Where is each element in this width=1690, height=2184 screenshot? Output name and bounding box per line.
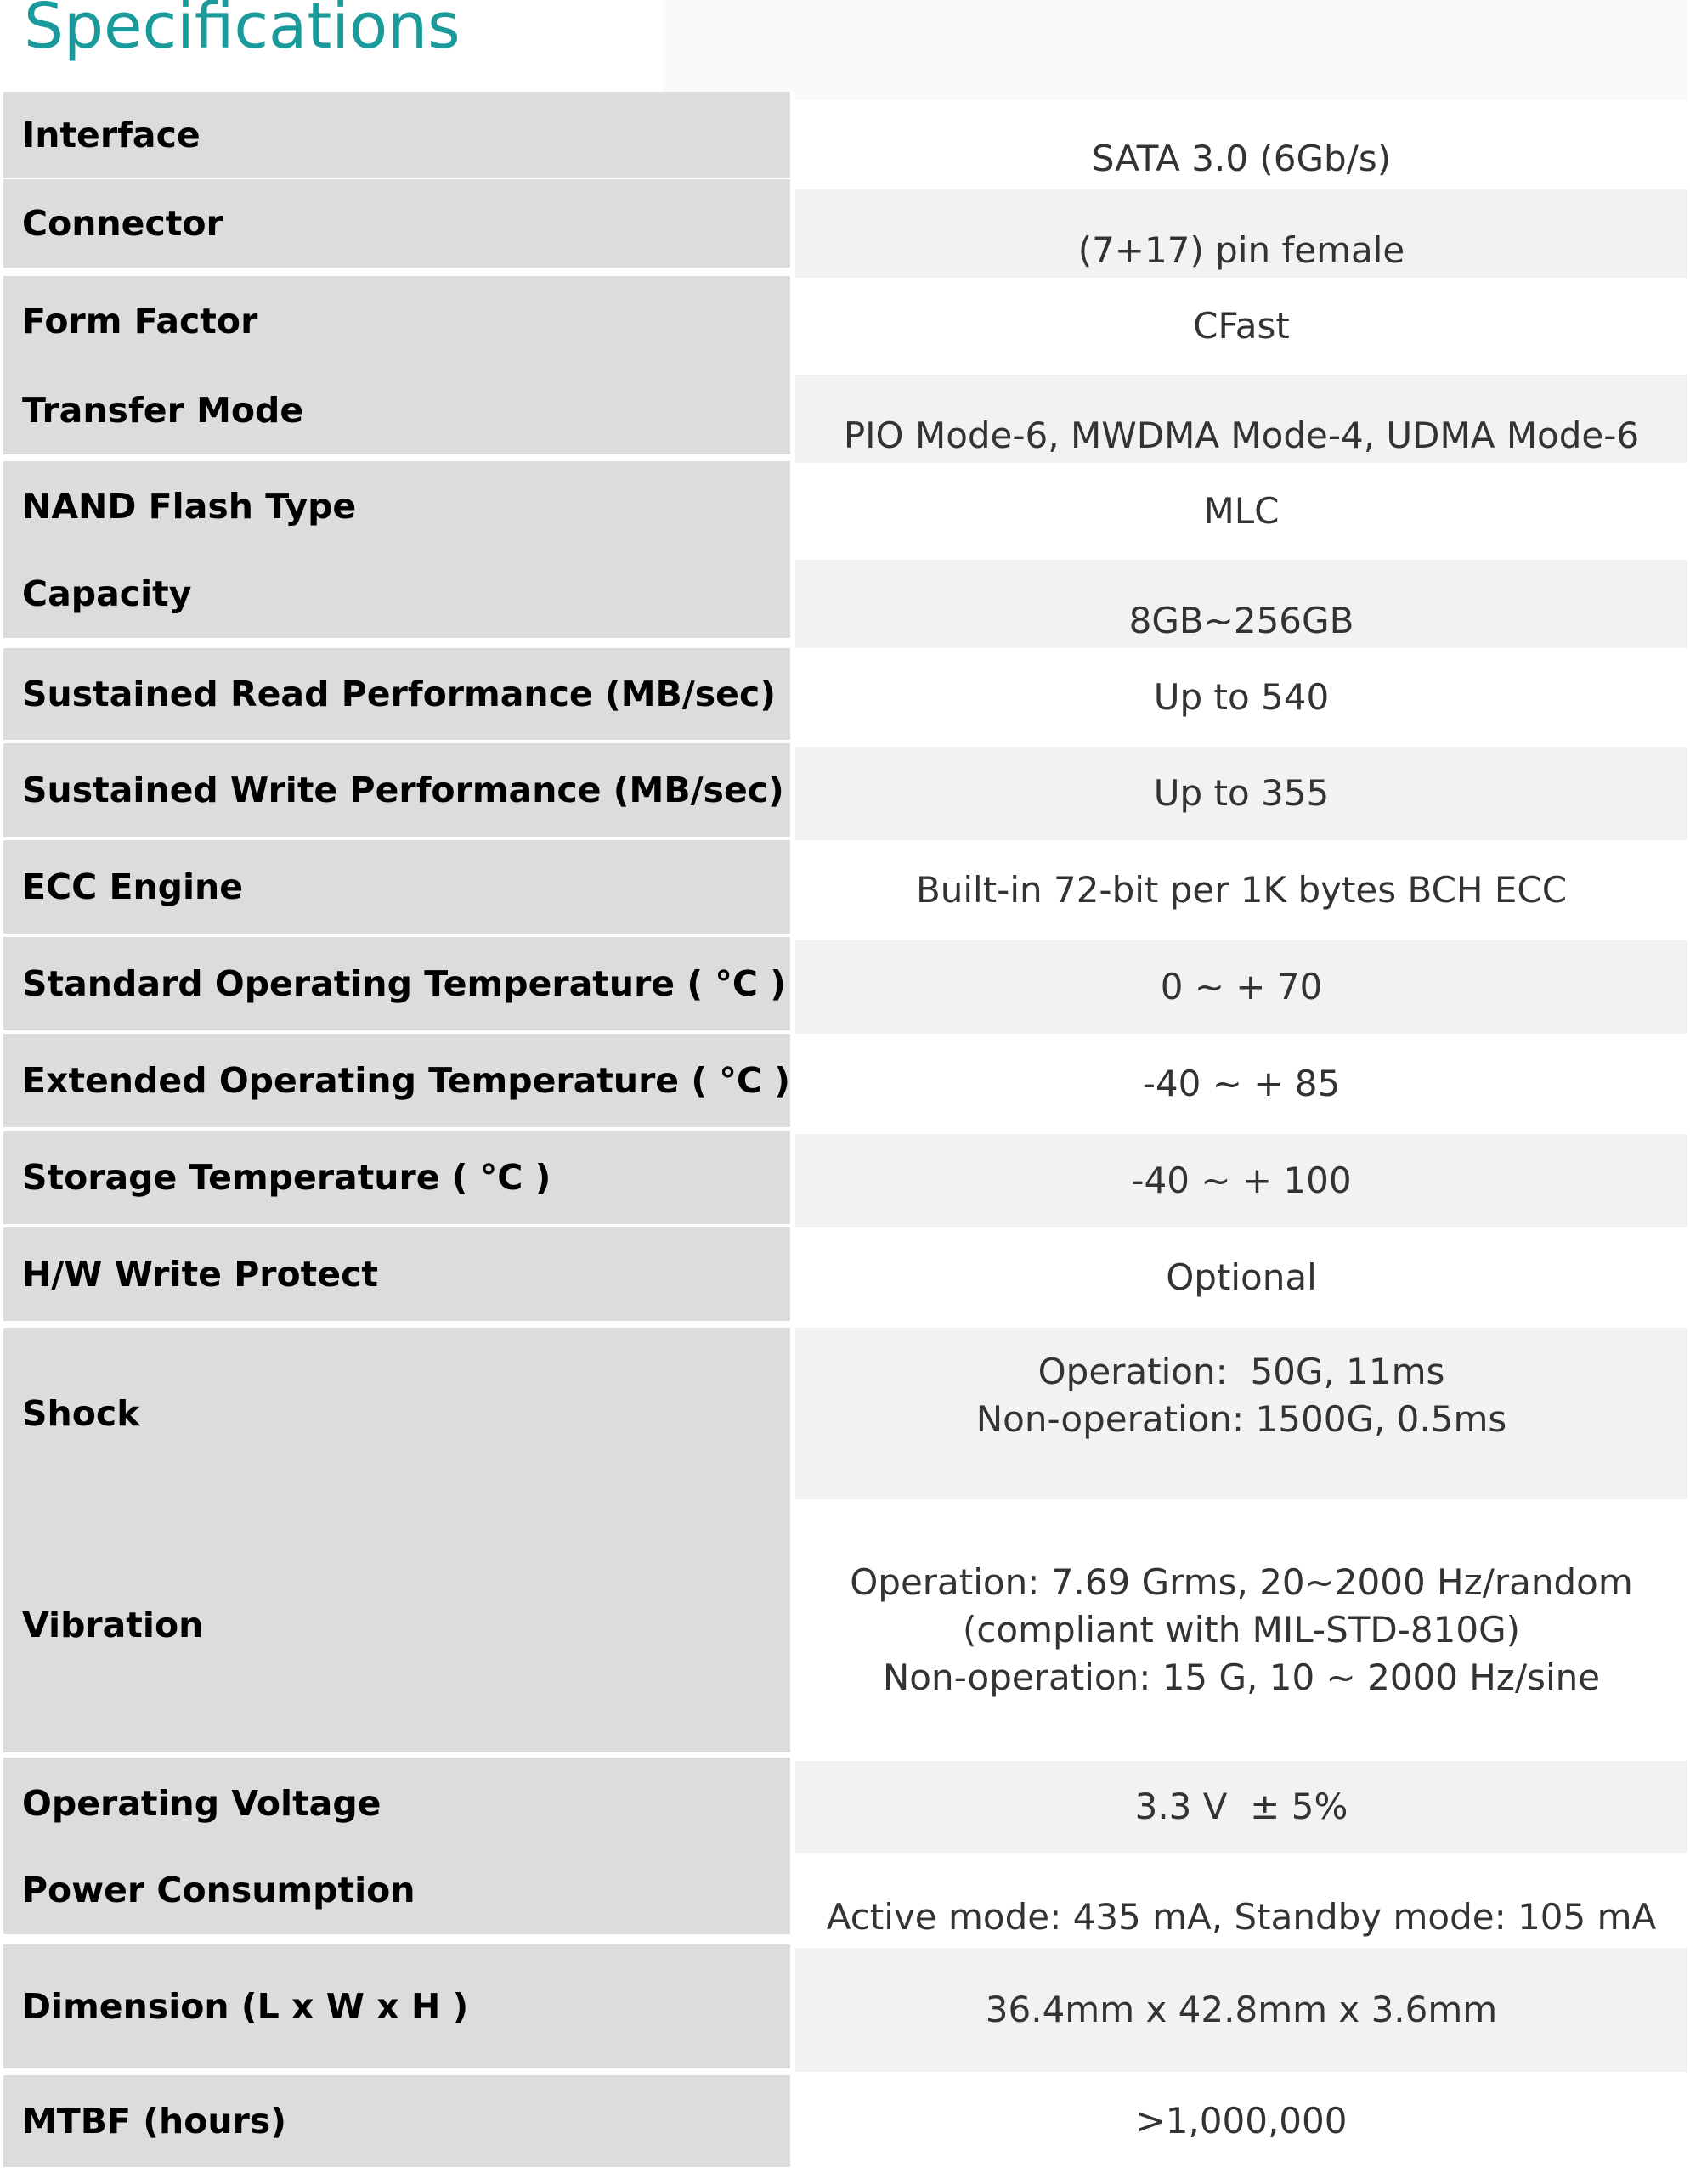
spec-row <box>3 940 1687 1037</box>
spec-value <box>795 100 1687 189</box>
spec-label: Sustained Read Performance (MB/sec) <box>3 648 795 743</box>
spec-row <box>3 1328 1687 1503</box>
spec-row <box>3 652 1687 747</box>
spec-value <box>795 652 1687 747</box>
spec-value <box>795 844 1687 940</box>
spec-row <box>3 1948 1687 2075</box>
spec-value <box>795 1948 1687 2075</box>
spec-value <box>795 375 1687 466</box>
spec-value <box>795 1856 1687 1948</box>
spec-value-line: -40 ~ + 100 <box>1131 1160 1352 1201</box>
spec-row <box>3 466 1687 560</box>
spec-value-line: 36.4mm x 42.8mm x 3.6mm <box>985 1989 1498 2030</box>
spec-label: Interface <box>3 92 795 181</box>
spec-value <box>795 466 1687 560</box>
spec-label: Extended Operating Temperature ( °C ) <box>3 1034 795 1131</box>
spec-label: MTBF (hours) <box>3 2075 795 2170</box>
spec-label: Power Consumption <box>3 1846 795 1938</box>
spec-value-line: >1,000,000 <box>1135 2100 1348 2142</box>
spec-value-line: -40 ~ + 85 <box>1142 1063 1341 1104</box>
spec-value <box>795 560 1687 652</box>
spec-label: Storage Temperature ( °C ) <box>3 1131 795 1227</box>
spec-value <box>795 1503 1687 1761</box>
spec-row <box>3 100 1687 189</box>
spec-value-line: PIO Mode-6, MWDMA Mode-4, UDMA Mode-6 <box>843 415 1640 456</box>
spec-label: Sustained Write Performance (MB/sec) <box>3 743 795 840</box>
spec-value-line: Non-operation: 1500G, 0.5ms <box>975 1398 1507 1440</box>
spec-value-line: Non-operation: 15 G, 10 ~ 2000 Hz/sine <box>882 1656 1601 1698</box>
spec-table <box>3 100 1687 2170</box>
spec-label: Vibration <box>3 1498 795 1756</box>
spec-row <box>3 560 1687 652</box>
spec-label: Form Factor <box>3 276 795 370</box>
spec-row <box>3 844 1687 940</box>
spec-value <box>795 281 1687 375</box>
spec-label: Standard Operating Temperature ( °C ) <box>3 937 795 1034</box>
spec-label: Capacity <box>3 550 795 641</box>
spec-value-line: Up to 355 <box>1153 772 1330 814</box>
spec-value-line: MLC <box>1203 490 1280 532</box>
spec-row <box>3 2075 1687 2170</box>
spec-row <box>3 281 1687 375</box>
spec-row <box>3 1231 1687 1328</box>
spec-row <box>3 375 1687 466</box>
spec-value-line: Operation: 7.69 Grms, 20~2000 Hz/random <box>850 1561 1633 1603</box>
spec-value <box>795 1134 1687 1231</box>
spec-value <box>795 1328 1687 1503</box>
spec-label: Shock <box>3 1328 795 1503</box>
spec-value-line: (7+17) pin female <box>1077 229 1405 271</box>
spec-row <box>3 1856 1687 1948</box>
title-strip <box>663 0 1687 100</box>
spec-value-line: 3.3 V ± 5% <box>1134 1786 1348 1827</box>
spec-label: Transfer Mode <box>3 366 795 458</box>
spec-row <box>3 1761 1687 1856</box>
spec-label: Operating Voltage <box>3 1758 795 1853</box>
spec-value-line: SATA 3.0 (6Gb/s) <box>1091 138 1392 179</box>
spec-row <box>3 1503 1687 1761</box>
spec-label: Dimension (L x W x H ) <box>3 1944 795 2072</box>
page-title: Specifications <box>24 0 461 63</box>
spec-label: H/W Write Protect <box>3 1227 795 1324</box>
spec-value <box>795 1761 1687 1856</box>
spec-value <box>795 747 1687 844</box>
spec-value-line: Operation: 50G, 11ms <box>1037 1351 1445 1392</box>
spec-label: ECC Engine <box>3 840 795 937</box>
spec-value-line: Active mode: 435 mA, Standby mode: 105 mA <box>826 1896 1657 1938</box>
spec-value <box>795 2075 1687 2170</box>
spec-value <box>795 1037 1687 1134</box>
spec-row <box>3 1037 1687 1134</box>
spec-value-line: CFast <box>1193 305 1290 347</box>
spec-value <box>795 940 1687 1037</box>
spec-row <box>3 1134 1687 1231</box>
spec-row <box>3 747 1687 844</box>
spec-label: Connector <box>3 179 795 271</box>
spec-value-line: Built-in 72-bit per 1K bytes BCH ECC <box>915 869 1568 911</box>
spec-value-line: Up to 540 <box>1153 676 1330 718</box>
spec-value-line: Optional <box>1166 1256 1317 1298</box>
spec-row <box>3 189 1687 281</box>
spec-value <box>795 189 1687 281</box>
spec-value-line: (compliant with MIL-STD-810G) <box>962 1609 1521 1651</box>
spec-table-body <box>3 100 1687 2170</box>
spec-label: NAND Flash Type <box>3 461 795 555</box>
spec-value-line: 0 ~ + 70 <box>1160 966 1323 1007</box>
spec-value-line: 8GB~256GB <box>1128 600 1354 641</box>
spec-value <box>795 1231 1687 1328</box>
